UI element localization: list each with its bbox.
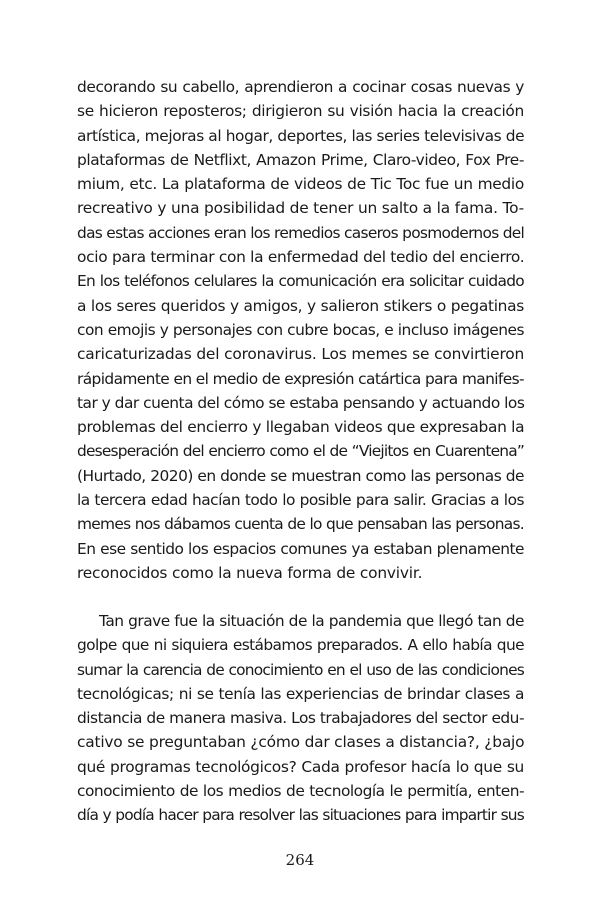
text-line: la tercera edad hacían todo lo posible para salir. Gracias a los [77, 491, 524, 510]
text-line: se hicieron reposteros; dirigieron su visión hacia la creación [77, 102, 524, 121]
text-line: memes nos dábamos cuenta de lo que pensaban las personas. [77, 515, 524, 534]
text-line: cativo se preguntaban ¿cómo dar clases a distancia?, ¿bajo [77, 733, 525, 752]
text-line: desesperación del encierro como el de “Viejitos en Cuarentena” [77, 442, 524, 461]
text-line: decorando su cabello, aprendieron a cocinar cosas nuevas y [77, 78, 524, 96]
text-line: das estas acciones eran los remedios caseros posmodernos del [77, 223, 525, 242]
text-line: En ese sentido los espacios comunes ya estaban plenamente [77, 539, 524, 558]
text-line: tar y dar cuenta del cómo se estaba pensando y actuando los [77, 393, 525, 412]
text-line: caricaturizadas del coronavirus. Los memes se convirtieron [77, 345, 524, 364]
text-line: conocimiento de los medios de tecnología le permitía, enten- [77, 782, 524, 801]
text-line: rápidamente en el medio de expresión catártica para manifes- [77, 369, 524, 388]
text-line: golpe que ni siquiera estábamos preparados. A ello había que [77, 636, 524, 655]
text-line: plataformas de Netflixt, Amazon Prime, Claro-video, Fox Pre- [77, 150, 524, 169]
text-line: sumar la carencia de conocimiento en el uso de las condiciones [77, 660, 524, 679]
text-line: con emojis y personajes con cubre bocas, e incluso imágenes [77, 320, 524, 339]
text-line: (Hurtado, 2020) en donde se muestran como las personas de [77, 466, 524, 485]
text-line: ocio para terminar con la enfermedad del tedio del encierro. [77, 248, 525, 267]
page-number: 264 [285, 851, 315, 869]
text-line: reconocidos como la nueva forma de convivir. [77, 563, 423, 582]
text-line: problemas del encierro y llegaban videos que expresaban la [77, 418, 525, 437]
text-line: día y podía hacer para resolver las situaciones para impartir sus [77, 806, 524, 825]
text-line: recreativo y una posibilidad de tener un salto a la fama. To- [77, 199, 524, 218]
paragraph [77, 609, 524, 828]
text-line: a los seres queridos y amigos, y salieron stikers o pegatinas [77, 296, 524, 315]
text-line: artística, mejoras al hogar, deportes, las series televisivas de [77, 126, 525, 145]
text-line: distancia de manera masiva. Los trabajadores del sector edu- [77, 709, 524, 728]
text-line: Tan grave fue la situación de la pandemia que llegó tan de [99, 612, 524, 630]
text-line: qué programas tecnológicos? Cada profesor hacía lo que su [77, 757, 524, 776]
text-line: mium, etc. La plataforma de videos de Tic Toc fue un medio [77, 175, 524, 194]
text-line: tecnológicas; ni se tenía las experiencias de brindar clases a [77, 684, 524, 703]
paragraph [77, 75, 524, 585]
text-line: En los teléfonos celulares la comunicación era solicitar cuidado [77, 272, 524, 291]
